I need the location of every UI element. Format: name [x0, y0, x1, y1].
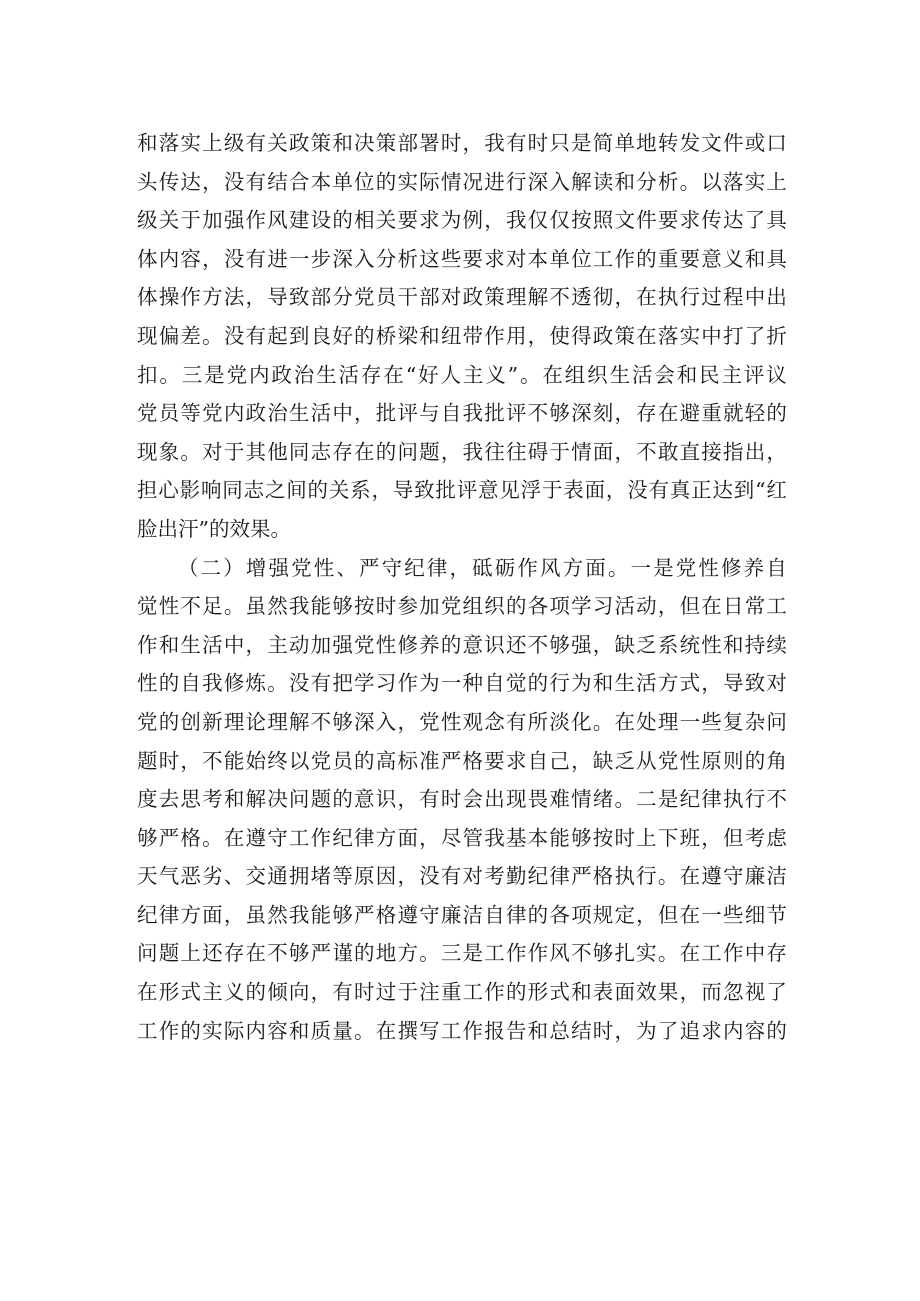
text-line: 党 员 等 党 内 政 治 生 活 中 ， 批 评 与 自 我 批 评 不 够 深 刻 ， 存 在 避 重 就 轻 的: [137, 401, 787, 426]
text-line: 现 偏 差 。 没 有 起 到 良 好 的 桥 梁 和 纽 带 作 用 ， 使 得 政 策 在 落 实 中 打 了 折: [137, 323, 787, 348]
text-line: 工 作 的 实 际 内 容 和 质 量 。 在 撰 写 工 作 报 告 和 总 结 时 ， 为 了 追 求 内 容 的: [137, 1018, 787, 1043]
text-line: 脸出汗”的效果。: [137, 516, 291, 541]
text-line: 性 的 自 我 修 炼 。 没 有 把 学 习 作 为 一 种 自 觉 的 行 为 和 生 活 方 式 ， 导 致 对: [137, 671, 787, 696]
text-line: 党 的 创 新 理 论 理 解 不 够 深 入 ， 党 性 观 念 有 所 淡 化 。 在 处 理 一 些 复 杂 问: [137, 709, 787, 734]
text-line: 问 题 上 还 存 在 不 够 严 谨 的 地 方 。 三 是 工 作 作 风 不 够 扎 实 。 在 工 作 中 存: [137, 941, 787, 966]
text-line: 担 心 影 响 同 志 之 间 的 关 系 ， 导 致 批 评 意 见 浮 于 表 面 ， 没 有 真 正 达 到 “ 红: [137, 478, 787, 503]
text-line: 级 关 于 加 强 作 风 建 设 的 相 关 要 求 为 例 ， 我 仅 仅 按 照 文 件 要 求 传 达 了 具: [137, 208, 787, 233]
text-line: 现 象 。 对 于 其 他 同 志 存 在 的 问 题 ， 我 往 往 碍 于 情 面 ， 不 敢 直 接 指 出 ，: [137, 439, 787, 464]
text-line: 够 严 格 。 在 遵 守 工 作 纪 律 方 面 ， 尽 管 我 基 本 能 够 按 时 上 下 班 ， 但 考 虑: [137, 825, 787, 850]
text-line: 体 内 容 ， 没 有 进 一 步 深 入 分 析 这 些 要 求 对 本 单 位 工 作 的 重 要 意 义 和 具: [137, 246, 787, 271]
document-body: [137, 124, 787, 1050]
text-line: 在 形 式 主 义 的 倾 向 ， 有 时 过 于 注 重 工 作 的 形 式 和 表 面 效 果 ， 而 忽 视 了: [137, 980, 787, 1005]
text-line: 度 去 思 考 和 解 决 问 题 的 意 识 ， 有 时 会 出 现 畏 难 情 绪 。 二 是 纪 律 执 行 不: [137, 787, 787, 812]
text-line: 纪 律 方 面 ， 虽 然 我 能 够 严 格 遵 守 廉 洁 自 律 的 各 项 规 定 ， 但 在 一 些 细 节: [137, 902, 787, 927]
section-heading-line: （ 二 ） 增 强 党 性 、 严 守 纪 律 ， 砥 砺 作 风 方 面 。 一 是 党 性 修 养 自: [178, 555, 787, 580]
text-line: 觉 性 不 足 。 虽 然 我 能 够 按 时 参 加 党 组 织 的 各 项 学 习 活 动 ， 但 在 日 常 工: [137, 594, 787, 619]
text-line: 扣 。 三 是 党 内 政 治 生 活 存 在 “ 好 人 主 义 ” 。 在 组 织 生 活 会 和 民 主 评 议: [137, 362, 787, 387]
text-line: 体 操 作 方 法 ， 导 致 部 分 党 员 干 部 对 政 策 理 解 不 透 彻 ， 在 执 行 过 程 中 出: [137, 285, 787, 310]
text-line: 作 和 生 活 中 ， 主 动 加 强 党 性 修 养 的 意 识 还 不 够 强 ， 缺 乏 系 统 性 和 持 续: [137, 632, 787, 657]
text-line: 和 落 实 上 级 有 关 政 策 和 决 策 部 署 时 ， 我 有 时 只 是 简 单 地 转 发 文 件 或 口: [137, 131, 787, 155]
text-line: 题 时 ， 不 能 始 终 以 党 员 的 高 标 准 严 格 要 求 自 己 ， 缺 乏 从 党 性 原 则 的 角: [137, 748, 787, 773]
text-line: 头 传 达 ， 没 有 结 合 本 单 位 的 实 际 情 况 进 行 深 入 解 读 和 分 析 。 以 落 实 上: [137, 169, 787, 194]
text-line: 天 气 恶 劣 、 交 通 拥 堵 等 原 因 ， 没 有 对 考 勤 纪 律 严 格 执 行 。 在 遵 守 廉 洁: [137, 864, 787, 889]
